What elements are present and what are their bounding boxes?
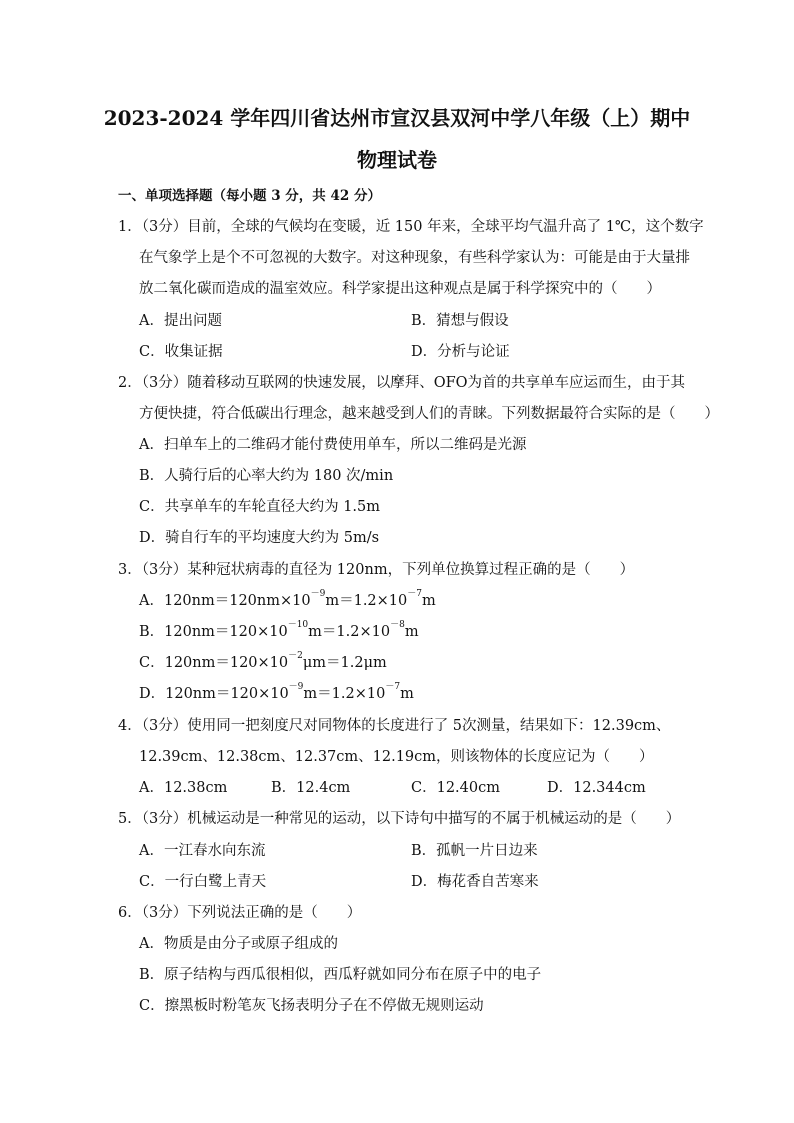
q5-stem: 5．（3分）机械运动是一种常见的运动，以下诗句中描写的不属于机械运动的是（ ） (118, 811, 681, 827)
section-heading: 一、单项选择题（每小题 3 分，共 42 分） (118, 188, 381, 204)
exam-title-line1: 2023-2024 学年四川省达州市宣汉县双河中学八年级（上）期中 (103, 106, 691, 130)
q2-option-c[interactable]: C．共享单车的车轮直径大约为 1.5m (139, 499, 381, 515)
q3-option-b[interactable]: B．$120nm=120\times 10^{-10}m=1.2\times 10^{-8}m$ (139, 620, 419, 640)
q5-option-b[interactable]: B．孤帆一片日边来 (411, 843, 538, 859)
q4-stem-line2: 12.39cm、12.38cm、12.37cm、12.19cm，则该物体的长度应记为（ ） (139, 749, 654, 765)
q5-option-d[interactable]: D．梅花香自苦寒来 (411, 874, 539, 890)
q2-option-b[interactable]: B．人骑行后的心率大约为 180 次/min (139, 468, 394, 484)
q4-option-b[interactable]: B．12.4cm (271, 780, 351, 796)
q3-option-c[interactable]: C．$120nm=120\times 10^{-2}\mu m=1.2\mu m$ (139, 651, 387, 671)
q5-option-a[interactable]: A．一江春水向东流 (139, 843, 266, 859)
q3-stem: 3．（3分）某种冠状病毒的直径为 120nm，下列单位换算过程正确的是（ ） (118, 562, 635, 578)
q6-stem: 6．（3分）下列说法正确的是（ ） (118, 905, 362, 921)
q6-option-b[interactable]: B．原子结构与西瓜很相似，西瓜籽就如同分布在原子中的电子 (139, 967, 542, 983)
q1-option-d[interactable]: D．分析与论证 (411, 344, 510, 360)
q1-stem-line2: 在气象学上是个不可忽视的大数字。对这种现象，有些科学家认为：可能是由于大量排 (139, 250, 690, 266)
q4-option-d[interactable]: D．12.344cm (547, 780, 646, 796)
q4-option-a[interactable]: A．12.38cm (139, 780, 228, 796)
q3-option-a[interactable]: A．$120nm=120nm\times 10^{-9}m=1.2\times 10^{-7}m$ (139, 589, 436, 609)
q2-option-d[interactable]: D．骑自行车的平均速度大约为 5m/s (139, 530, 380, 546)
exam-title-line2: 物理试卷 (357, 148, 437, 172)
q1-option-a[interactable]: A．提出问题 (139, 313, 222, 329)
q4-option-c[interactable]: C．12.40cm (411, 780, 500, 796)
q2-stem-line2: 方便快捷，符合低碳出行理念，越来越受到人们的青睐。下列数据最符合实际的是（ ） (139, 406, 719, 422)
q2-option-a[interactable]: A．扫单车上的二维码才能付费使用单车，所以二维码是光源 (139, 437, 527, 453)
q1-stem-line1: 1．（3分）目前，全球的气候均在变暖，近 150 年来，全球平均气温升高了 1℃，这个数字 (118, 219, 704, 235)
q3-option-d[interactable]: D．$120nm=120\times 10^{-9}m=1.2\times 10^{-7}m$ (139, 682, 414, 702)
q1-stem-line3: 放二氧化碳而造成的温室效应。科学家提出这种观点是属于科学探究中的（ ） (139, 281, 661, 297)
q1-option-b[interactable]: B．猜想与假设 (411, 313, 509, 329)
q5-option-c[interactable]: C．一行白鹭上青天 (139, 874, 267, 890)
q2-stem-line1: 2．（3分）随着移动互联网的快速发展，以摩拜、OFO为首的共享单车应运而生，由于其 (118, 375, 686, 391)
q6-option-a[interactable]: A．物质是由分子或原子组成的 (139, 936, 338, 952)
q6-option-c[interactable]: C．擦黑板时粉笔灰飞扬表明分子在不停做无规则运动 (139, 998, 484, 1014)
q1-option-c[interactable]: C．收集证据 (139, 344, 223, 360)
q4-stem-line1: 4．（3分）使用同一把刻度尺对同物体的长度进行了 5次测量，结果如下：12.39cm、 (118, 718, 671, 734)
